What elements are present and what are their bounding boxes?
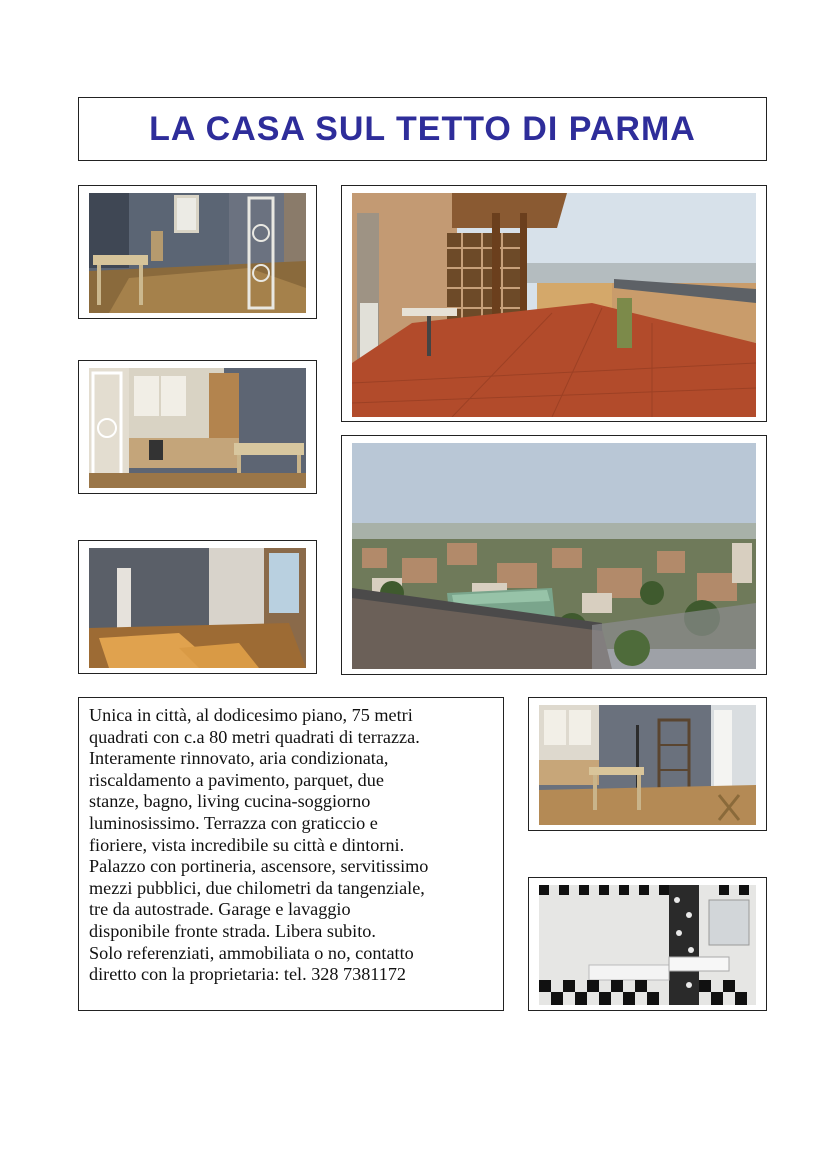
photo-frame-city-view (341, 435, 767, 675)
description-box (78, 697, 504, 1011)
description-line: disponibile fronte strada. Libera subito. (89, 920, 376, 941)
description-line: mezzi pubblici, due chilometri da tangenziale, (89, 877, 425, 898)
description-line: stanze, bagno, living cucina-soggiorno (89, 791, 371, 812)
description-line: diretto con la proprietaria: tel. 328 7381172 (89, 964, 407, 985)
empty-room-photo (89, 548, 306, 668)
description-line: fioriere, vista incredibile su città e dintorni. (89, 834, 405, 855)
photo-frame-terrace (341, 185, 767, 422)
kitchen-living-photo (539, 705, 756, 825)
description-line: luminosissimo. Terrazza con graticcio e (89, 812, 378, 833)
description-text (89, 705, 499, 986)
terrace-pergola-photo (352, 193, 756, 417)
photo-frame-room (78, 540, 317, 674)
description-line: quadrati con c.a 80 metri quadrati di terrazza. (89, 726, 420, 747)
city-view-photo (352, 443, 756, 669)
bathroom-photo (539, 885, 756, 1005)
description-line: tre da autostrade. Garage e lavaggio (89, 899, 351, 920)
page-title: LA CASA SUL TETTO DI PARMA (149, 109, 696, 148)
description-line: Palazzo con portineria, ascensore, servitissimo (89, 856, 429, 877)
photo-frame-kitchen (78, 360, 317, 494)
kitchen-photo (89, 368, 306, 488)
description-line: Interamente rinnovato, aria condizionata, (89, 748, 389, 769)
description-line: Solo referenziati, ammobiliata o no, contatto (89, 942, 414, 963)
photo-frame-living-room (78, 185, 317, 319)
description-line: Unica in città, al dodicesimo piano, 75 metri (89, 705, 413, 725)
photo-frame-kitchen-living (528, 697, 767, 831)
title-banner (78, 97, 767, 161)
living-room-photo (89, 193, 306, 313)
photo-frame-bathroom (528, 877, 767, 1011)
description-line: riscaldamento a pavimento, parquet, due (89, 769, 384, 790)
